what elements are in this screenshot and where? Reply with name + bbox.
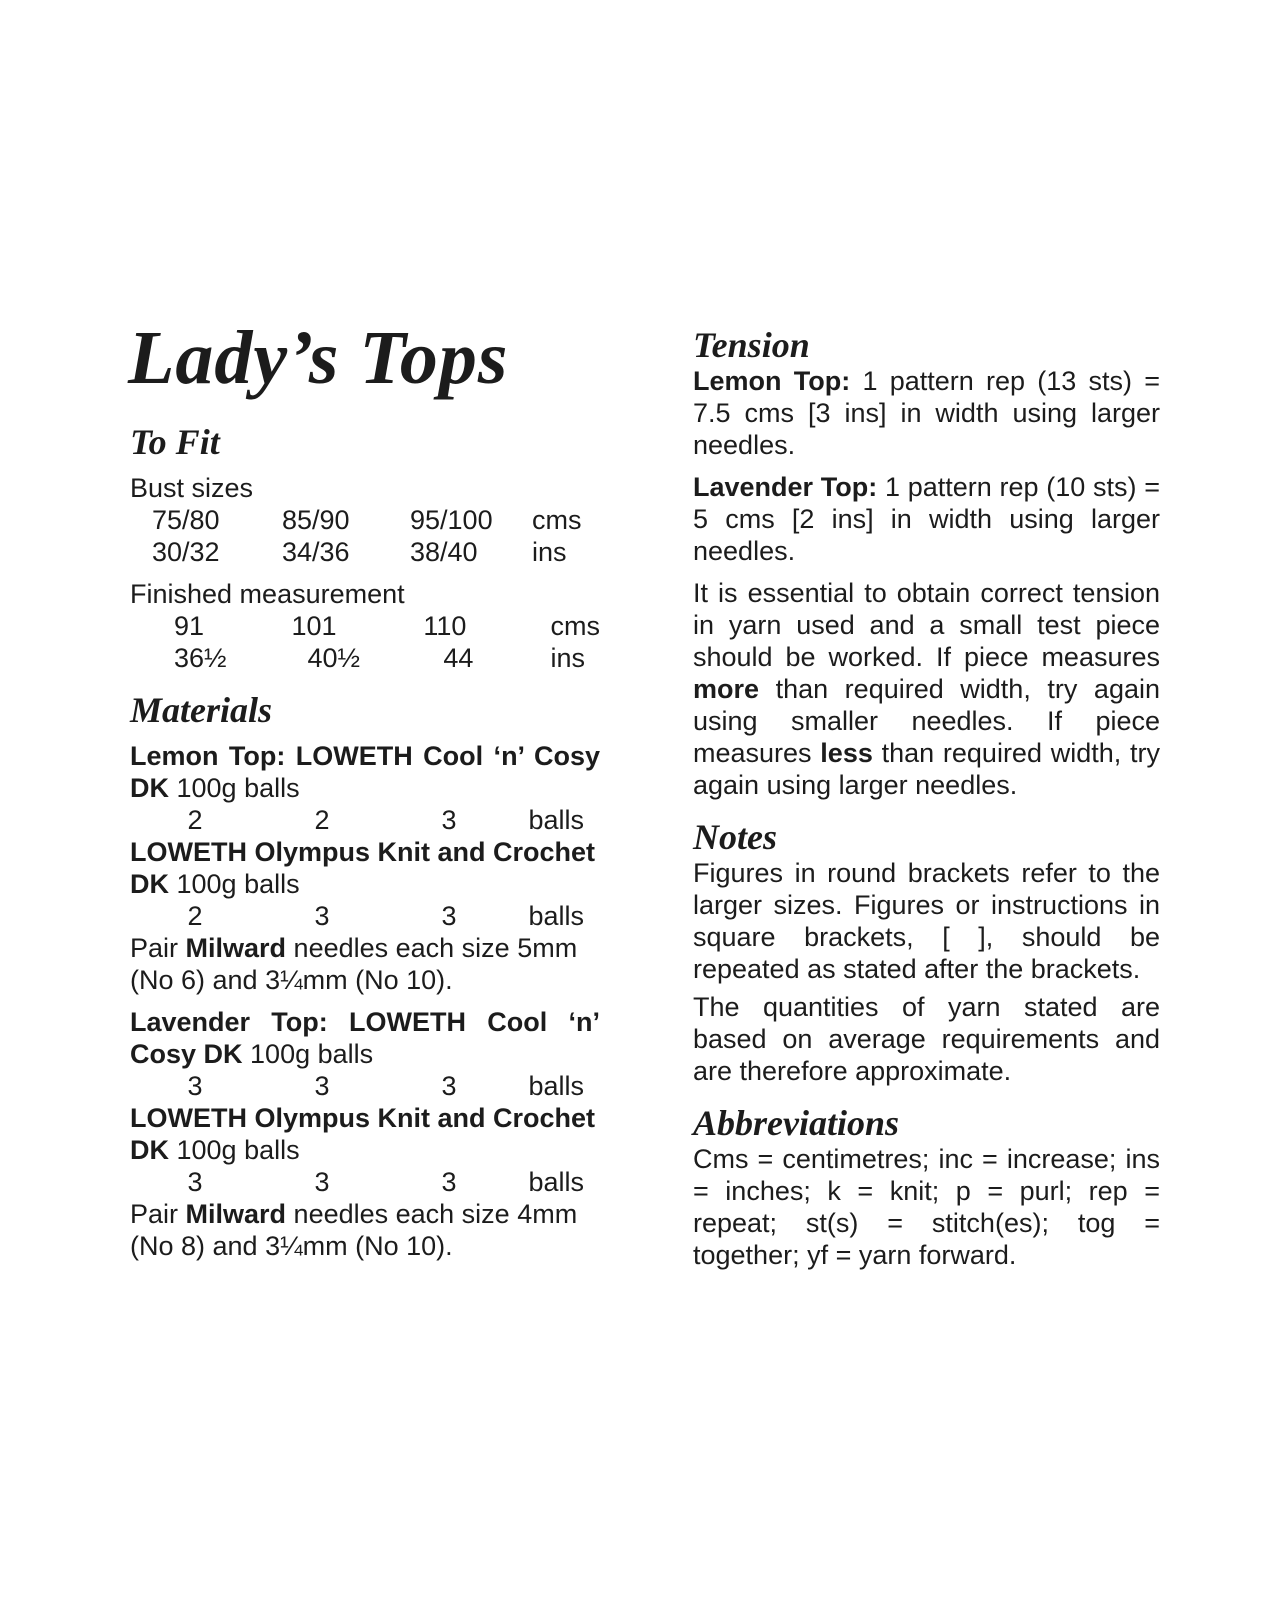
notes-heading: Notes — [693, 817, 777, 857]
lemon-needles — [130, 932, 600, 996]
table-cell: 85/90 — [282, 505, 350, 535]
needles-pre: Pair — [130, 933, 186, 963]
lemon-yarn-2-quantities — [130, 900, 584, 932]
essential-part-1: It is essential to obtain correct tension in yarn used and a small test piece should be worked. If piece measures — [693, 578, 1160, 672]
bust-cms-row — [130, 504, 582, 536]
tension-lavender-label: Lavender Top: — [693, 472, 878, 502]
table-cell: cms — [532, 505, 582, 535]
abbreviations-text: Cms = centimetres; inc = increase; ins = inches; k = knit; p = purl; rep = repeat; st(s) = stitch(es); tog = together; yf = yarn forward. — [693, 1144, 1160, 1270]
tension-lemon-text: 1 pattern rep (13 sts) = 7.5 cms [3 ins] in width using larger needles. — [693, 366, 1160, 460]
table-cell: 110 — [423, 611, 467, 641]
yarn-weight: 100g balls — [242, 1039, 374, 1069]
lavender-needles — [130, 1198, 600, 1262]
tension-essential — [693, 577, 1160, 801]
needles-brand: Milward — [185, 1199, 287, 1229]
table-cell: 95/100 — [410, 505, 493, 535]
qty-cell: 2 — [314, 805, 330, 835]
tension-lavender — [693, 471, 1160, 567]
bust-ins-row — [130, 536, 582, 568]
qty-cell: 3 — [314, 1167, 330, 1197]
table-cell: 75/80 — [152, 505, 220, 535]
needles-brand: Milward — [185, 933, 287, 963]
qty-cell: balls — [528, 805, 584, 835]
tension-lemon — [693, 365, 1160, 461]
tension-lemon-label: Lemon Top: — [693, 366, 851, 396]
qty-cell: 3 — [441, 901, 457, 931]
qty-cell: balls — [528, 1167, 584, 1197]
yarn-name: LOWETH Olympus Knit and Crochet DK — [130, 837, 596, 899]
table-cell: 34/36 — [282, 537, 350, 567]
needles-post: needles each size 4mm (No 8) and 3¼mm (No 10). — [130, 1199, 578, 1261]
qty-cell: 3 — [441, 1071, 457, 1101]
needles-post: needles each size 5mm (No 6) and 3¼mm (No 10). — [130, 933, 578, 995]
table-cell: ins — [532, 537, 567, 567]
finished-measurement-label: Finished measurement — [130, 579, 405, 609]
lavender-yarn-1-quantities — [130, 1070, 584, 1102]
bust-sizes-table — [130, 504, 582, 568]
page-title: Lady’s Tops — [128, 316, 509, 400]
qty-cell: 2 — [187, 901, 203, 931]
qty-cell: balls — [528, 1071, 584, 1101]
yarn-weight: 100g balls — [169, 869, 300, 899]
abbreviations-heading: Abbreviations — [693, 1103, 900, 1143]
yarn-name: Lavender Top: LOWETH Cool ‘n’ Cosy DK — [130, 1007, 600, 1069]
yarn-weight: 100g balls — [169, 1135, 300, 1165]
bust-sizes-label: Bust sizes — [130, 473, 254, 503]
qty-cell: 3 — [314, 1071, 330, 1101]
essential-more: more — [693, 674, 760, 704]
essential-less: less — [820, 738, 873, 768]
right-column — [693, 325, 1160, 1271]
lemon-yarn-1-quantities — [130, 804, 584, 836]
needles-pre: Pair — [130, 1199, 186, 1229]
qty-cell: 3 — [441, 805, 457, 835]
qty-cell: 3 — [187, 1167, 203, 1197]
notes-paragraph-1: Figures in round brackets refer to the larger sizes. Figures or instructions in square brackets, [ ], should be repeated as stated after the brackets. — [693, 858, 1160, 984]
lavender-yarn-2-quantities — [130, 1166, 584, 1198]
qty-cell: 3 — [187, 1071, 203, 1101]
tension-heading: Tension — [693, 325, 810, 365]
notes-paragraph-2: The quantities of yarn stated are based on average requirements and are therefore approximate. — [693, 992, 1160, 1086]
essential-part-3: than required width, try again using larger needles. — [693, 738, 1160, 800]
table-cell: cms — [550, 611, 600, 641]
table-cell: 36½ — [174, 643, 227, 673]
table-cell: 38/40 — [410, 537, 478, 567]
lemon-yarn-1 — [130, 740, 600, 804]
qty-cell: 2 — [187, 805, 203, 835]
left-column — [130, 318, 600, 1262]
lavender-yarn-1 — [130, 1006, 600, 1070]
table-cell: 91 — [174, 611, 205, 641]
finished-measurement-table — [130, 610, 600, 674]
finished-cms-row — [130, 610, 600, 642]
lavender-yarn-2 — [130, 1102, 600, 1166]
table-cell: 44 — [443, 643, 474, 673]
lemon-yarn-2 — [130, 836, 600, 900]
finished-ins-row — [130, 642, 600, 674]
table-cell: ins — [550, 643, 586, 673]
qty-cell: 3 — [314, 901, 330, 931]
yarn-name: Lemon Top: LOWETH Cool ‘n’ Cosy DK — [130, 741, 600, 803]
essential-part-2: than required width, try again using smaller needles. If piece measures — [693, 674, 1160, 768]
yarn-weight: 100g balls — [169, 773, 300, 803]
table-cell: 101 — [291, 611, 337, 641]
table-cell: 30/32 — [152, 537, 220, 567]
table-cell: 40½ — [307, 643, 361, 673]
tension-lavender-text: 1 pattern rep (10 sts) = 5 cms [2 ins] in width using larger needles. — [693, 472, 1160, 566]
to-fit-heading: To Fit — [130, 422, 220, 462]
materials-heading: Materials — [130, 690, 273, 730]
qty-cell: balls — [528, 901, 584, 931]
qty-cell: 3 — [441, 1167, 457, 1197]
yarn-name: LOWETH Olympus Knit and Crochet DK — [130, 1103, 596, 1165]
